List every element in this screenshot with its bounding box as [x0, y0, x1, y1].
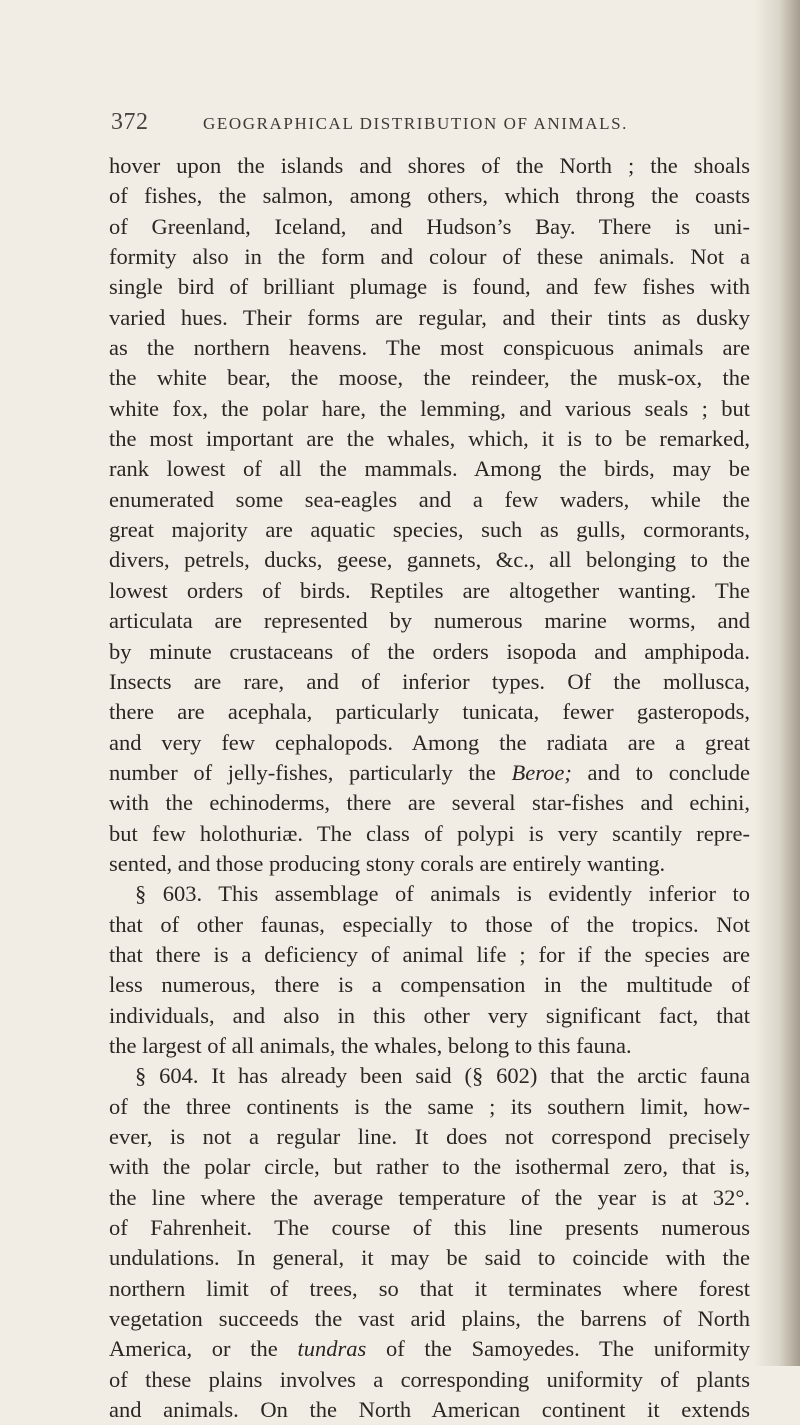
- text-run: varied hues. Their forms are regular, and their tints as dusky: [109, 304, 750, 330]
- text-line: [109, 181, 750, 211]
- text-line: [109, 788, 750, 818]
- text-run: there are acephala, particularly tunicata, fewer gasteropods,: [109, 699, 750, 725]
- text-run: rank lowest of all the mammals. Among the birds, may be: [109, 456, 750, 482]
- text-line: [109, 1243, 750, 1273]
- running-title: GEOGRAPHICAL DISTRIBUTION OF ANIMALS.: [203, 114, 629, 133]
- text-line: [109, 485, 750, 515]
- text-run: that there is a deficiency of animal life ; for if the species are: [109, 941, 750, 967]
- text-line: [109, 545, 750, 575]
- text-run: § 604. It has already been said (§ 602) that the arctic fauna: [135, 1063, 750, 1089]
- text-line: [109, 1395, 750, 1425]
- text-run: great majority are aquatic species, such as gulls, cormorants,: [109, 517, 750, 543]
- text-run: and to conclude: [571, 759, 750, 785]
- text-line: [109, 1152, 750, 1182]
- text-run: white fox, the polar hare, the lemming, and various seals ; but: [109, 395, 750, 421]
- text-line: [109, 667, 750, 697]
- text-line: [109, 1001, 750, 1031]
- text-line: [109, 910, 750, 940]
- text-run: § 603. This assemblage of animals is evidently inferior to: [135, 881, 750, 907]
- text-line: [109, 1122, 750, 1152]
- text-line: [109, 606, 750, 636]
- text-line: [109, 1334, 750, 1364]
- page-number: 372: [111, 109, 149, 135]
- text-run: with the echinoderms, there are several star-fishes and echini,: [109, 790, 750, 816]
- text-run: of Greenland, Iceland, and Hudson’s Bay. There is uni-: [109, 213, 750, 239]
- text-run: formity also in the form and colour of these animals. Not a: [109, 244, 750, 270]
- text-run: the white bear, the moose, the reindeer, the musk-ox, the: [109, 365, 750, 391]
- text-line: [109, 576, 750, 606]
- text-run: hover upon the islands and shores of the North ; the shoals: [109, 153, 750, 178]
- text-run: number of jelly-fishes, particularly the: [109, 759, 512, 785]
- text-run: sented, and those producing stony corals are entirely wanting.: [109, 850, 666, 876]
- text-run: northern limit of trees, so that it terminates where forest: [109, 1275, 750, 1301]
- page-edge-shadow: [754, 0, 800, 1366]
- text-run: the largest of all animals, the whales, belong to this fauna.: [109, 1032, 632, 1058]
- text-line: [109, 1092, 750, 1122]
- text-run: of fishes, the salmon, among others, which throng the coasts: [109, 183, 750, 209]
- text-run: the line where the average temperature of the year is at 32°.: [109, 1184, 750, 1210]
- text-run: by minute crustaceans of the orders isopoda and amphipoda.: [109, 638, 750, 664]
- text-line: [109, 697, 750, 727]
- text-line: [109, 1061, 750, 1091]
- text-run: of Fahrenheit. The course of this line presents numerous: [109, 1215, 750, 1241]
- text-line: [109, 819, 750, 849]
- text-line: [109, 515, 750, 545]
- text-run: individuals, and also in this other very significant fact, that: [109, 1002, 750, 1028]
- text-line: [109, 728, 750, 758]
- text-run: articulata are represented by numerous marine worms, and: [109, 608, 750, 634]
- text-line: [109, 212, 750, 242]
- text-run: and very few cephalopods. Among the radiata are a great: [109, 729, 750, 755]
- text-line: [109, 940, 750, 970]
- text-line: [109, 363, 750, 393]
- text-run: vegetation succeeds the vast arid plains, the barrens of North: [109, 1306, 750, 1332]
- text-run: undulations. In general, it may be said to coincide with the: [109, 1245, 750, 1271]
- text-run: ever, is not a regular line. It does not correspond precisely: [109, 1124, 750, 1149]
- running-head: [111, 109, 751, 139]
- text-line: [109, 637, 750, 667]
- text-line: [109, 1031, 750, 1061]
- text-line: [109, 1183, 750, 1213]
- text-line: [109, 849, 750, 879]
- text-line: [109, 333, 750, 363]
- text-run: as the northern heavens. The most conspicuous animals are: [109, 335, 750, 361]
- text-run: the most important are the whales, which, it is to be remarked,: [109, 426, 750, 452]
- text-run: that of other faunas, especially to those of the tropics. Not: [109, 911, 750, 937]
- text-run: and animals. On the North American continent it extends: [109, 1397, 750, 1423]
- text-line: [109, 151, 750, 181]
- text-run: divers, petrels, ducks, geese, gannets, &c., all belonging to the: [109, 547, 750, 573]
- italic-term: Beroe;: [511, 759, 572, 785]
- text-run: of the three continents is the same ; its southern limit, how-: [109, 1093, 750, 1119]
- text-line: [109, 970, 750, 1000]
- text-line: [109, 1213, 750, 1243]
- text-line: [109, 242, 750, 272]
- text-run: Insects are rare, and of inferior types. Of the mollusca,: [109, 668, 750, 694]
- text-run: less numerous, there is a compensation in the multitude of: [109, 972, 750, 998]
- text-line: [109, 758, 750, 788]
- body-text: [109, 151, 750, 1425]
- text-line: [109, 454, 750, 484]
- text-line: [109, 394, 750, 424]
- text-line: [109, 424, 750, 454]
- text-run: but few holothuriæ. The class of polypi is very scantily repre-: [109, 820, 750, 846]
- text-run: of the Samoyedes. The uniformity: [366, 1336, 750, 1362]
- text-line: [109, 1274, 750, 1304]
- text-line: [109, 1365, 750, 1395]
- text-run: America, or the: [109, 1336, 298, 1362]
- text-line: [109, 1304, 750, 1334]
- text-run: enumerated some sea-eagles and a few waders, while the: [109, 486, 750, 512]
- text-run: lowest orders of birds. Reptiles are altogether wanting. The: [109, 577, 750, 603]
- text-line: [109, 879, 750, 909]
- italic-term: tundras: [297, 1336, 367, 1362]
- text-line: [109, 303, 750, 333]
- text-run: of these plains involves a corresponding uniformity of plants: [109, 1366, 750, 1392]
- text-line: [109, 272, 750, 302]
- text-run: with the polar circle, but rather to the isothermal zero, that is,: [109, 1154, 750, 1180]
- text-run: single bird of brilliant plumage is found, and few fishes with: [109, 274, 750, 300]
